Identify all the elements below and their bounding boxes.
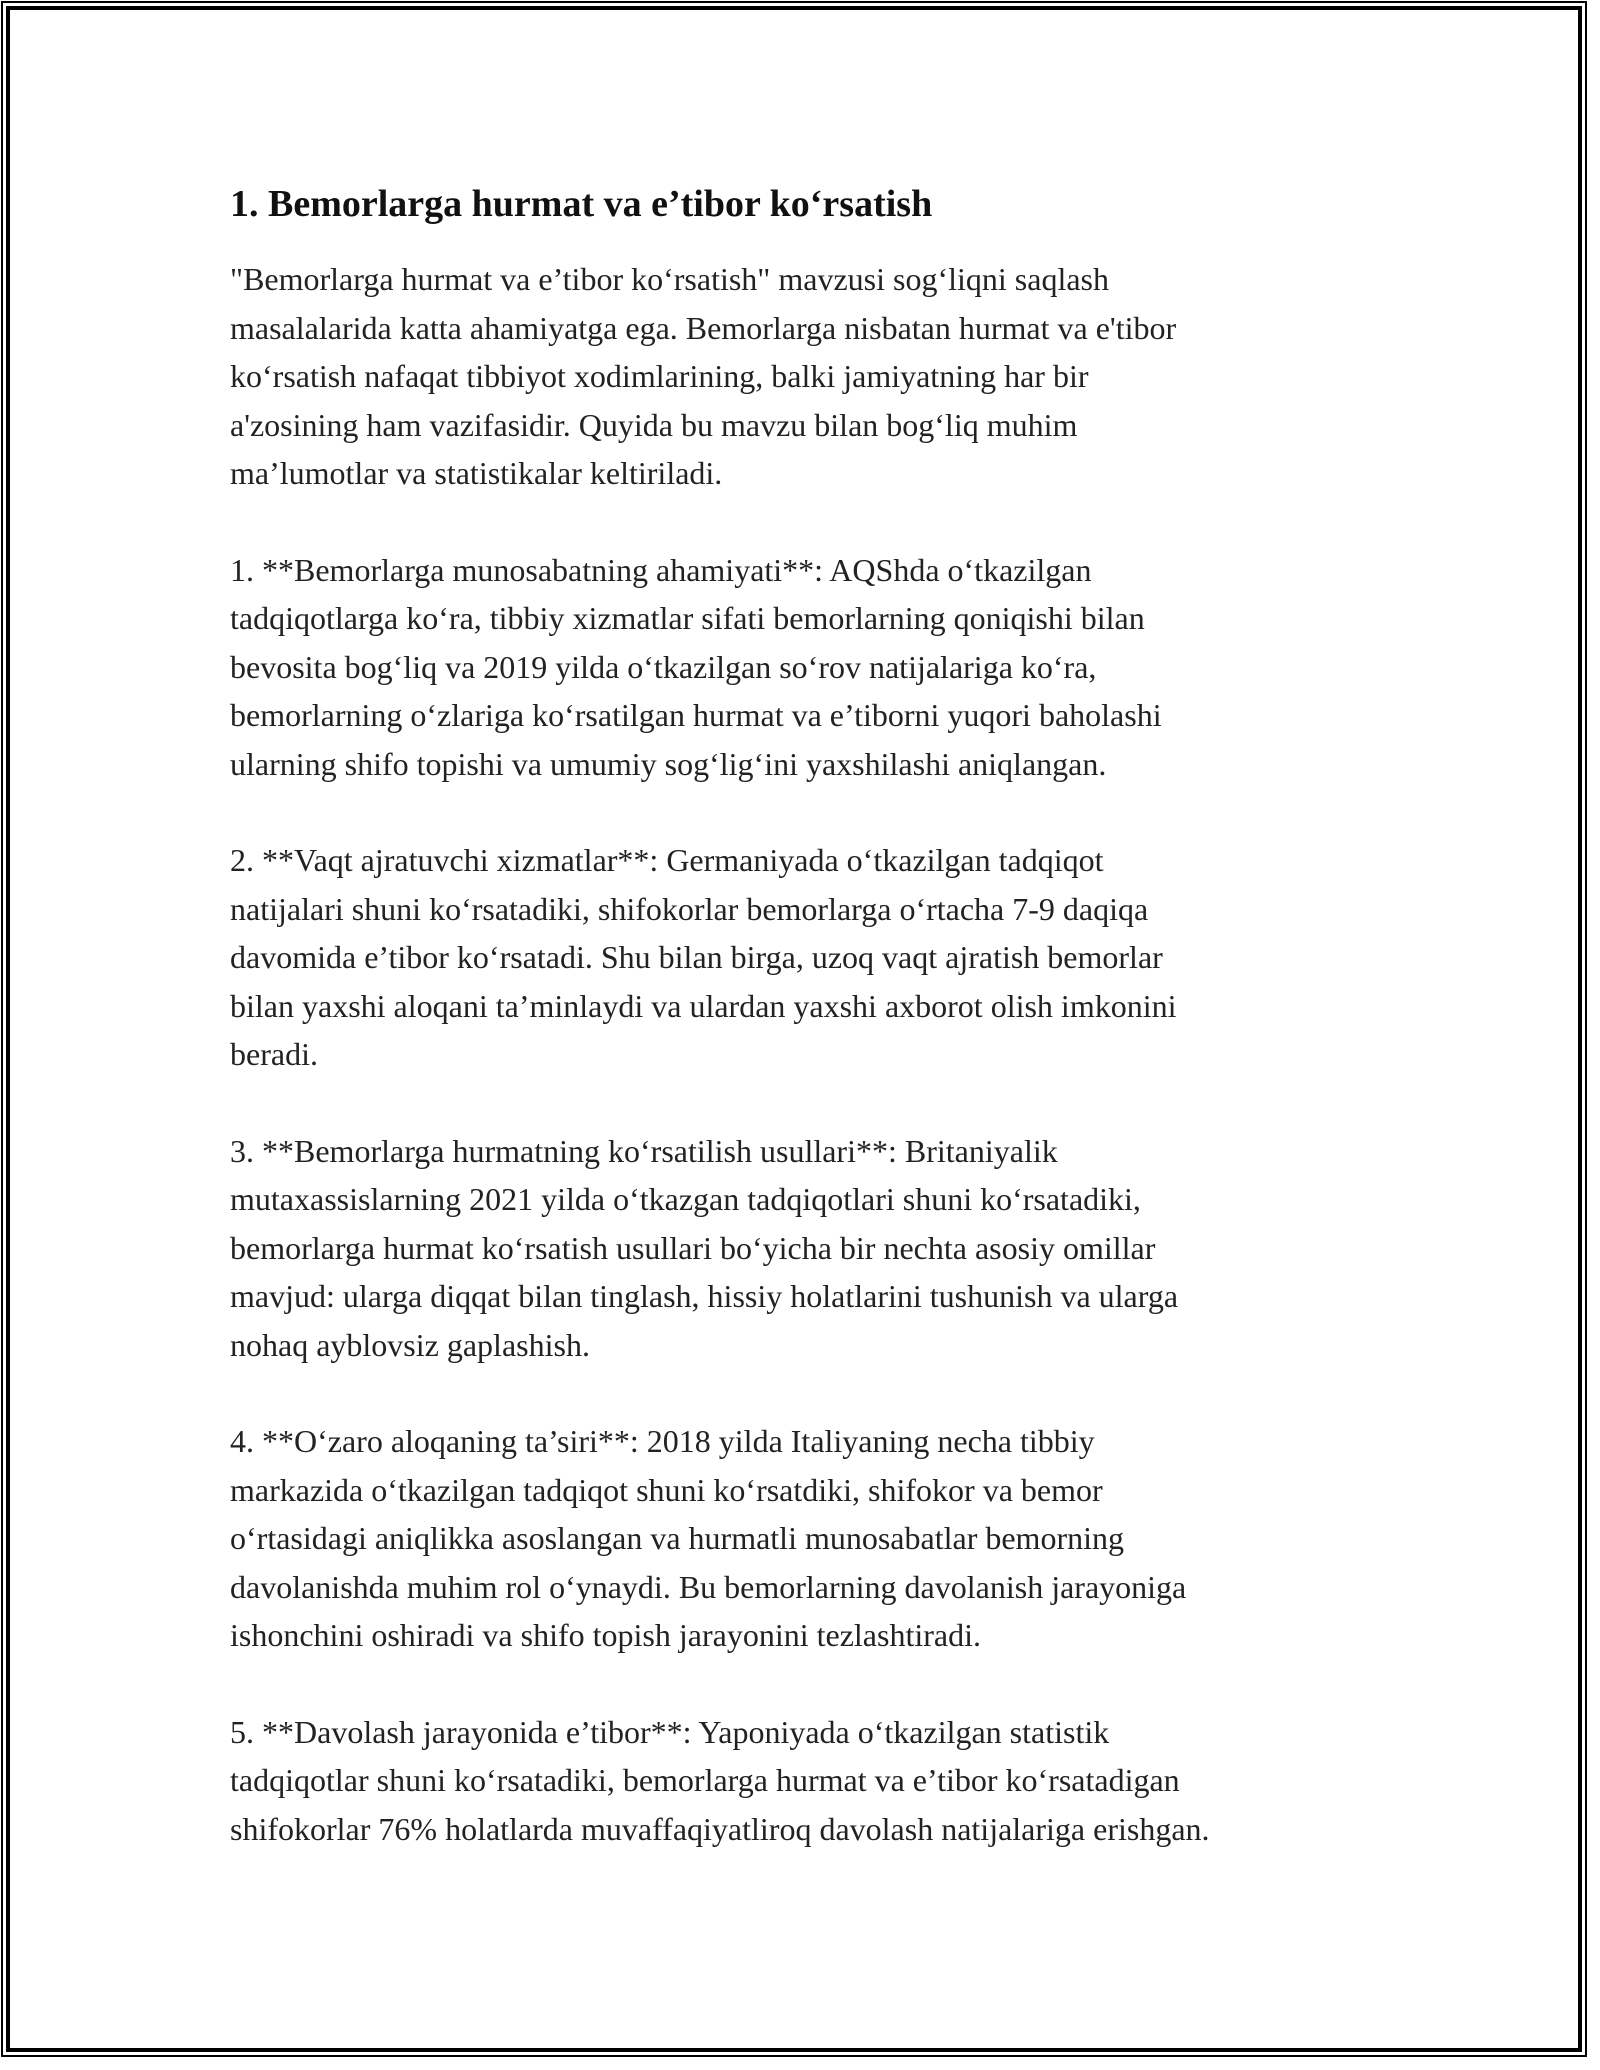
point-1-paragraph: 1. **Bemorlarga munosabatning ahamiyati**: AQShda o‘tkazilgan tadqiqotlarga ko‘ra, tibbiy xizmatlar sifati bemorlarning qoniqishi bilan bevosita bog‘liq va 2019 yilda o‘tkazilgan so‘rov natijalariga ko‘ra, bemorlarning o‘zlariga ko‘rsatilgan hurmat va e’tiborni yuqori baholashi ularning shifo topishi va umumiy sog‘lig‘ini yaxshilashi aniqlangan. xyxy=(230,551,1162,782)
document-body xyxy=(230,180,1390,1901)
point-2-paragraph: 2. **Vaqt ajratuvchi xizmatlar**: Germaniyada o‘tkazilgan tadqiqot natijalari shuni ko‘rsatadiki, shifokorlar bemorlarga o‘rtacha 7-9 daqiqa davomida e’tibor ko‘rsatadi. Shu bilan birga, uzoq vaqt ajratish bemorlar bilan yaxshi aloqani ta’minlaydi va ulardan yaxshi axborot olish imkonini beradi. xyxy=(230,842,1177,1073)
document-title: 1. Bemorlarga hurmat va e’tibor ko‘rsatish xyxy=(230,183,933,225)
intro-paragraph: "Bemorlarga hurmat va e’tibor ko‘rsatish" mavzusi sog‘liqni saqlash masalalarida katta ahamiyatga ega. Bemorlarga nisbatan hurmat va e'tibor ko‘rsatish nafaqat tibbiyot xodimlarining, balki jamiyatning har bir a'zosining ham vazifasidir. Quyida bu mavzu bilan bog‘liq muhim ma’lumotlar va statistikalar keltiriladi. xyxy=(230,261,1177,492)
point-5-paragraph: 5. **Davolash jarayonida e’tibor**: Yaponiyada o‘tkazilgan statistik tadqiqotlar shuni ko‘rsatadiki, bemorlarga hurmat va e’tibor ko‘rsatadigan shifokorlar 76% holatlarda muvaffaqiyatliroq davolash natijalariga erishgan. xyxy=(230,1713,1210,1847)
point-3-paragraph: 3. **Bemorlarga hurmatning ko‘rsatilish usullari**: Britaniyalik mutaxassislarning 2021 yilda o‘tkazgan tadqiqotlari shuni ko‘rsatadiki, bemorlarga hurmat ko‘rsatish usullari bo‘yicha bir nechta asosiy omillar mavjud: ularga diqqat bilan tinglash, hissiy holatlarini tushunish va ularga nohaq ayblovsiz gaplashish. xyxy=(230,1132,1179,1363)
point-4-paragraph: 4. **O‘zaro aloqaning ta’siri**: 2018 yilda Italiyaning necha tibbiy markazida o‘tkazilgan tadqiqot shuni ko‘rsatdiki, shifokor va bemor o‘rtasidagi aniqlikka asoslangan va hurmatli munosabatlar bemorning davolanishda muhim rol o‘ynaydi. Bu bemorlarning davolanish jarayoniga ishonchini oshiradi va shifo topish jarayonini tezlashtiradi. xyxy=(230,1423,1187,1654)
